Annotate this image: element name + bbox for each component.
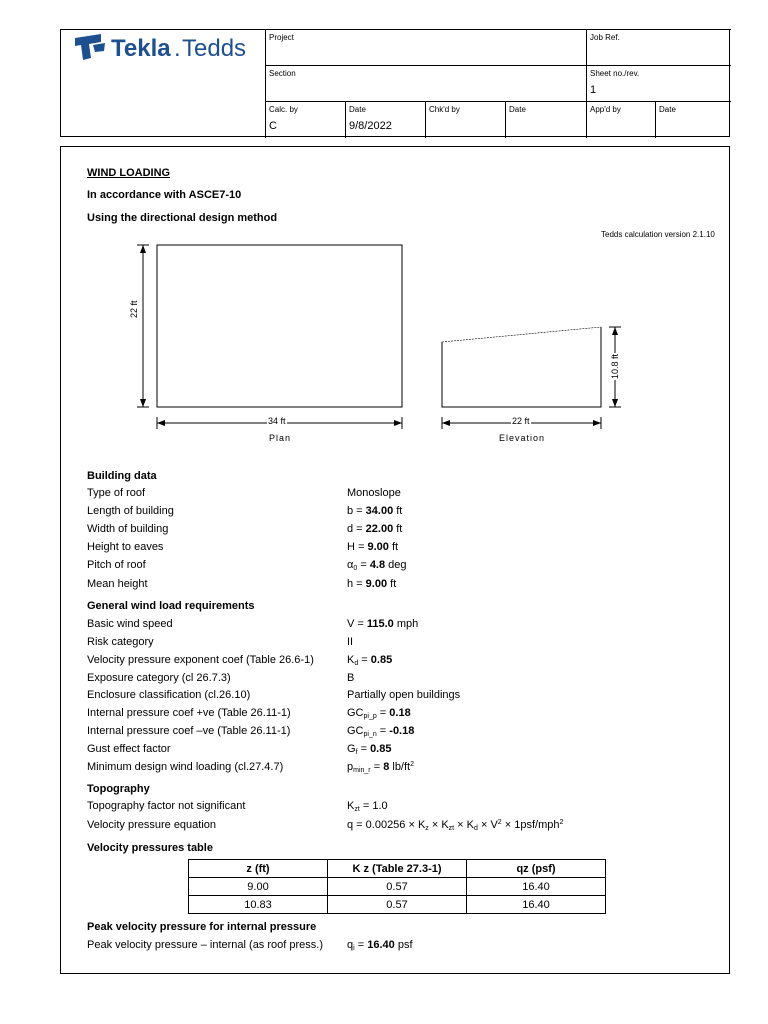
- mean-height-value: h = 9.00 ft: [347, 578, 397, 590]
- kzt-value: $K_{zt} = 1.0$: [347, 800, 388, 813]
- date1-label: Date: [349, 105, 366, 114]
- chkd-label: Chk'd by: [429, 105, 460, 114]
- elevation-outline: [442, 327, 601, 407]
- calcby-cell: [265, 101, 346, 138]
- mean-height-label: Mean height: [87, 578, 148, 590]
- appd-label: App'd by: [590, 105, 621, 114]
- sheet-label: Sheet no./rev.: [590, 69, 640, 78]
- doc-subtitle-1: In accordance with ASCE7-10: [87, 189, 242, 201]
- gust-value: $G_f = 0.85$: [347, 743, 392, 756]
- enclosure-value: Partially open buildings: [347, 689, 461, 701]
- date2-cell: [505, 101, 587, 138]
- speed-label: Basic wind speed: [87, 618, 173, 630]
- plan-width-dim: 34 ft: [268, 416, 286, 426]
- table-cell: 0.57: [328, 896, 467, 914]
- length-value: b = 34.00 ft: [347, 505, 403, 517]
- elev-width-dim: 22 ft: [512, 416, 530, 426]
- doc-subtitle-2: Using the directional design method: [87, 212, 278, 224]
- calcby-label: Calc. by: [269, 105, 298, 114]
- building-heading: Building data: [87, 470, 157, 482]
- eaves-value: H = 9.00 ft: [347, 541, 399, 553]
- svg-text:Tekla: Tekla: [111, 35, 171, 62]
- length-label: Length of building: [87, 505, 174, 517]
- col-kz-header: K z (Table 27.3-1): [328, 860, 467, 878]
- width-value: d = 22.00 ft: [347, 523, 403, 535]
- version-text: Tedds calculation version 2.1.10: [601, 230, 715, 239]
- velocity-pressure-table: [188, 859, 606, 914]
- elev-label: Elevation: [499, 433, 546, 443]
- plan-depth-dim: 22 ft: [129, 300, 139, 318]
- jobref-label: Job Ref.: [590, 33, 620, 42]
- table-row: [189, 878, 606, 896]
- speed-value: V = 115.0 mph: [347, 618, 419, 630]
- date3-label: Date: [659, 105, 676, 114]
- chkd-cell: [425, 101, 506, 138]
- table-cell: 9.00: [189, 878, 328, 896]
- table-cell: 10.83: [189, 896, 328, 914]
- elev-height-dim: 10.8 ft: [610, 353, 620, 379]
- svg-text:.: .: [174, 35, 181, 62]
- title-block: [60, 29, 730, 137]
- pmin-value: $p_{min\_r} = 8$ $lb/ft^2$: [347, 761, 415, 774]
- sheet-value: 1: [590, 84, 597, 96]
- kd-value: $K_d = 0.85$: [347, 654, 393, 667]
- general-heading: General wind load requirements: [87, 600, 255, 612]
- risk-value: II: [347, 636, 354, 648]
- pitch-label: Pitch of roof: [87, 559, 146, 571]
- plan-label: Plan: [269, 433, 292, 443]
- date1-value: 9/8/2022: [349, 120, 392, 132]
- exposure-label: Exposure category (cl 26.7.3): [87, 672, 231, 684]
- section-cell: [265, 65, 587, 102]
- date1-cell: [345, 101, 426, 138]
- table-header-row: [189, 860, 606, 878]
- eaves-label: Height to eaves: [87, 541, 164, 553]
- project-cell: [265, 29, 587, 66]
- table-cell: 16.40: [467, 878, 606, 896]
- pmin-label: Minimum design wind loading (cl.27.4.7): [87, 761, 284, 773]
- building-drawing: [61, 147, 731, 457]
- section-label: Section: [269, 69, 296, 78]
- topography-heading: Topography: [87, 783, 150, 795]
- date3-cell: [655, 101, 731, 138]
- table-cell: 0.57: [328, 878, 467, 896]
- vp-table-heading: Velocity pressures table: [87, 842, 213, 854]
- peak-value: $q_i = 16.40$ psf: [347, 939, 413, 952]
- gcpi-pos-value: $GC_{pi\_p} = 0.18$: [347, 707, 411, 720]
- roof-type-value: Monoslope: [347, 487, 401, 499]
- gcpi-neg-label: Internal pressure coef –ve (Table 26.11-1): [87, 725, 291, 737]
- sheet-cell: [586, 65, 731, 102]
- appd-cell: [586, 101, 656, 138]
- tekla-tedds-logo: [73, 32, 263, 64]
- gcpi-pos-label: Internal pressure coef +ve (Table 26.11-1): [87, 707, 291, 719]
- gust-label: Gust effect factor: [87, 743, 171, 755]
- width-label: Width of building: [87, 523, 169, 535]
- jobref-cell: [586, 29, 731, 66]
- risk-label: Risk category: [87, 636, 154, 648]
- kzt-label: Topography factor not significant: [87, 800, 246, 812]
- vp-equation-label: Velocity pressure equation: [87, 819, 217, 831]
- gcpi-neg-value: $GC_{pi\_n} = -0.18$: [347, 725, 415, 738]
- col-z-header: z (ft): [189, 860, 328, 878]
- plan-outline: [157, 245, 402, 407]
- roof-type-label: Type of roof: [87, 487, 146, 499]
- svg-text:Tedds: Tedds: [182, 35, 247, 62]
- doc-title: WIND LOADING: [87, 167, 171, 179]
- calcby-value: C: [269, 120, 277, 132]
- peak-label: Peak velocity pressure – internal (as roof press.): [87, 939, 323, 951]
- table-cell: 16.40: [467, 896, 606, 914]
- table-row: [189, 896, 606, 914]
- project-label: Project: [269, 33, 294, 42]
- date2-label: Date: [509, 105, 526, 114]
- kd-label: Velocity pressure exponent coef (Table 26.6-1): [87, 654, 314, 666]
- vp-equation-value: $q = 0.00256 \times K_z \times K_{zt} \times K_d \times V^2 \times 1psf/mph^2$: [347, 819, 564, 832]
- calc-sheet: [60, 146, 730, 974]
- col-qz-header: qz (psf): [467, 860, 606, 878]
- enclosure-label: Enclosure classification (cl.26.10): [87, 689, 251, 701]
- pitch-value: $\alpha_0 = 4.8$ deg: [347, 559, 407, 572]
- peak-heading: Peak velocity pressure for internal pressure: [87, 921, 317, 933]
- exposure-value: B: [347, 672, 355, 684]
